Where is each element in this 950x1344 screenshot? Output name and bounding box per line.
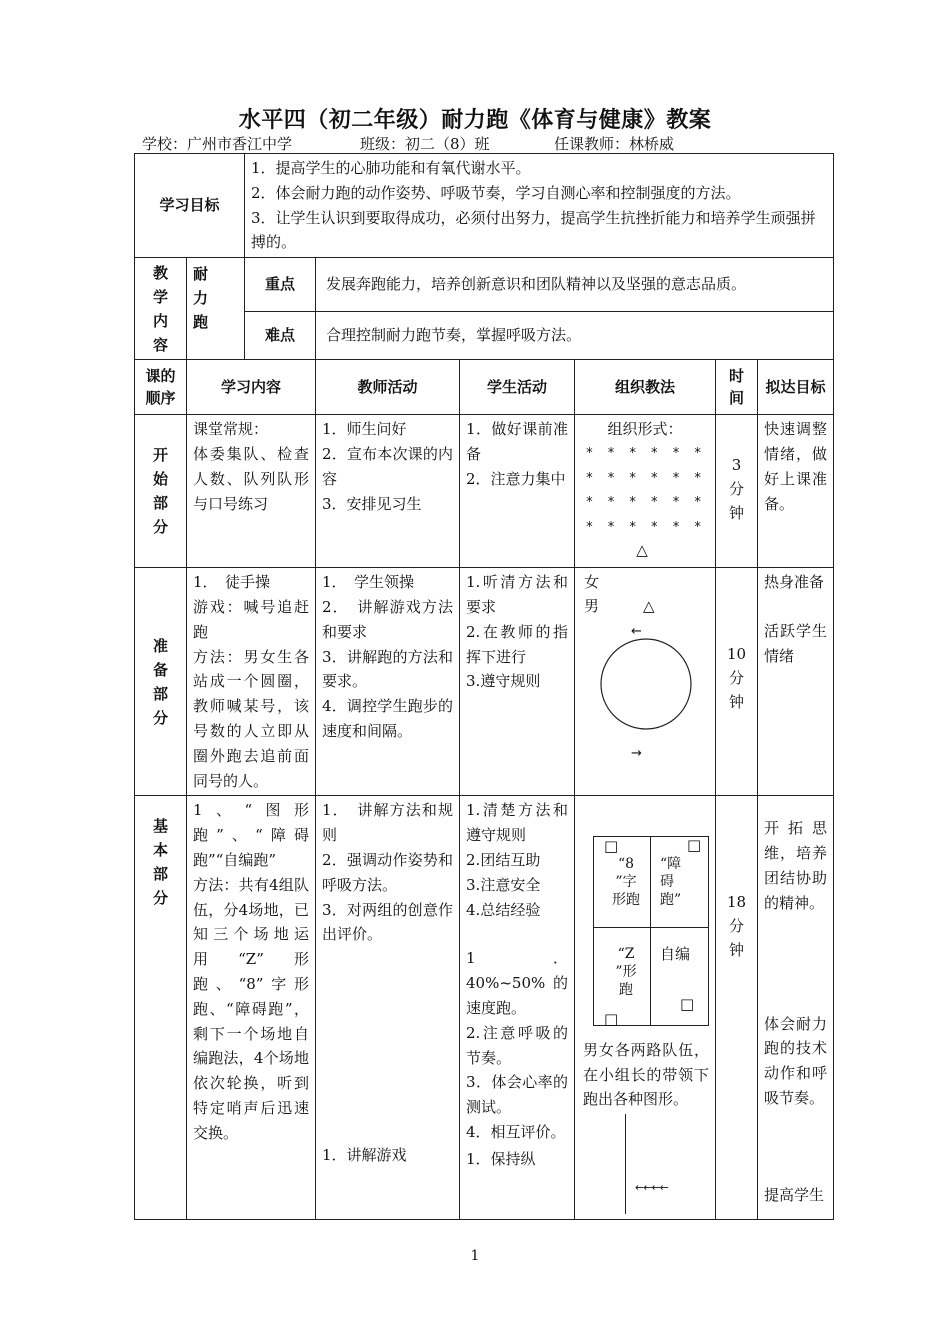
teacher-triangle-icon: △: [643, 597, 655, 616]
class-label: 班级：初二（8）班: [360, 135, 490, 153]
basic-time: 18 分 钟: [716, 796, 758, 1220]
key-label: 重点: [245, 258, 316, 312]
arrow-left-icon: ←: [631, 624, 642, 640]
basic-student-1: 1.清楚方法和遵守规则 2.团结互助 3.注意安全 4.总结经验: [466, 801, 569, 919]
formation-row: * * * * * *: [585, 519, 705, 535]
field-divider: [594, 927, 708, 928]
teacher-triangle-icon: △: [636, 541, 648, 560]
header-org: 组织教法: [575, 360, 716, 415]
prep-section-row: [135, 568, 834, 796]
prep-section-name: 准 备 部 分: [135, 568, 187, 796]
obstacle-square-icon: □: [604, 1010, 619, 1029]
prep-teacher: 1． 学生领操 2． 讲解游戏方法和要求 3．讲解跑的方法和要求。 4．调控学生跑步的速度和间隔。: [316, 568, 460, 796]
difficulty-text: 合理控制耐力跑节奏，掌握呼吸方法。: [316, 312, 834, 360]
obstacle-square-icon: □: [687, 836, 702, 855]
school-label: 学校：广州市香江中学: [142, 135, 293, 153]
field-figure8: “8 ”字 形跑: [612, 856, 641, 909]
teacher-label: 任课教师：林桥威: [554, 135, 675, 153]
field-divider: [650, 837, 651, 1025]
key-text: 发展奔跑能力，培养创新意识和团队精神以及坚强的意志品质。: [316, 258, 834, 312]
header-info: [142, 133, 674, 154]
document-title: 水平四（初二年级）耐力跑《体育与健康》教案: [238, 107, 712, 133]
prep-goal-2: 活跃学生情绪: [764, 621, 828, 665]
basic-student-2: 1．40%~50%的速度跑。 2.注意呼吸的节奏。 3．体会心率的测试。 4．相互评价。: [466, 949, 569, 1141]
basic-goal-3: 提高学生: [764, 1185, 825, 1204]
content-topic: 耐 力 跑: [187, 258, 245, 360]
basic-goal: [758, 796, 834, 1220]
header-learn: 学习内容: [187, 360, 316, 415]
basic-goal-2: 体会耐力跑的技术动作和呼吸节奏。: [764, 1014, 828, 1107]
goal-item: 2．体会耐力跑的动作姿势、呼吸节奏，学习自测心率和控制强度的方法。: [251, 183, 741, 202]
key-row: [135, 258, 834, 312]
basic-student: [460, 796, 575, 1220]
prep-org: [575, 568, 716, 796]
arrow-right-icon: →: [631, 746, 642, 762]
four-field-diagram: [593, 836, 709, 1029]
goals-label: 学习目标: [135, 154, 245, 258]
basic-learn: 1、“图形跑”、“障碍跑”“自编跑” 方法：共有4组队伍，分4场地，已知三个场地运用“Z”形跑、“8”字形跑、“障碍跑”，剩下一个场地自编跑法，4个场地依次轮换，听到特定哨声后迅速交换。: [187, 796, 316, 1220]
basic-goal-1: 开拓思维，培养团结协助的精神。: [764, 819, 828, 912]
prep-learn: 1． 徒手操 游戏：喊号追赶跑 方法：男女生各站成一个圆圈，教师喊某号，该号数的人立即从圈外跑去追前面同号的人。: [187, 568, 316, 796]
basic-teacher-1: 1． 讲解方法和规则 2．强调动作姿势和呼吸方法。 3．对两组的创意作出评价。: [322, 801, 454, 944]
basic-section-row: [135, 796, 834, 1220]
goal-item: 3．让学生认识到要取得成功，必须付出努力，提高学生抗挫折能力和培养学生顽强拼搏的。: [251, 208, 816, 252]
content-label: 教 学 内 容: [135, 258, 187, 360]
obstacle-square-icon: □: [604, 837, 619, 856]
header-order: 课的 顺序: [135, 360, 187, 415]
header-teacher: 教师活动: [316, 360, 460, 415]
header-goal: 拟达目标: [758, 360, 834, 415]
prep-student: 1.听清方法和要求 2.在教师的指挥下进行 3.遵守规则: [460, 568, 575, 796]
column-header-row: [135, 360, 834, 415]
start-goal: 快速调整情绪，做好上课准备。: [758, 415, 834, 568]
goals-row: [135, 154, 834, 258]
arrows-left-icon: ←←←←: [635, 1181, 668, 1195]
basic-teacher-2: 1．讲解游戏: [322, 1146, 407, 1165]
start-learn: 课堂常规： 体委集队、检查人数、队列队形与口号练习: [187, 415, 316, 568]
header-student: 学生活动: [460, 360, 575, 415]
formation-row: * * * * * *: [585, 495, 705, 511]
difficulty-label: 难点: [245, 312, 316, 360]
male-label: 男: [584, 597, 600, 616]
page-number: 1: [470, 1248, 480, 1264]
start-section-name: 开 始 部 分: [135, 415, 187, 568]
prep-time: 10 分 钟: [716, 568, 758, 796]
goals-cell: [245, 154, 834, 258]
obstacle-square-icon: □: [680, 995, 695, 1014]
prep-goal: [758, 568, 834, 796]
running-line: [625, 1114, 626, 1214]
basic-teacher: [316, 796, 460, 1220]
formation-row: * * * * * *: [585, 470, 705, 486]
start-time: 3 分 钟: [716, 415, 758, 568]
field-custom: 自编: [660, 945, 691, 964]
basic-section-name: 基 本 部 分: [135, 796, 187, 1220]
header-time: 时 间: [716, 360, 758, 415]
start-section-row: [135, 415, 834, 568]
formation-row: * * * * * *: [585, 445, 705, 461]
lesson-plan-table: [134, 153, 834, 1220]
prep-goal-1: 热身准备: [764, 573, 825, 592]
basic-org: [575, 796, 716, 1220]
start-org: [575, 415, 716, 568]
field-obstacle: “障 碍 跑”: [660, 856, 682, 909]
basic-student-3: 1．保持纵: [466, 1149, 536, 1168]
circle-formation: [599, 637, 693, 731]
female-label: 女: [584, 573, 600, 592]
basic-org-text: 男女各两路队伍，在小组长的带领下跑出各种图形。: [583, 1041, 710, 1109]
org-title: 组织形式：: [607, 420, 683, 439]
goal-item: 1．提高学生的心肺功能和有氧代谢水平。: [251, 159, 531, 177]
start-teacher: 1．师生问好 2．宣布本次课的内容 3．安排见习生: [316, 415, 460, 568]
field-zshape: “Z ”形 跑: [615, 946, 637, 999]
start-student: 1．做好课前准备 2．注意力集中: [460, 415, 575, 568]
